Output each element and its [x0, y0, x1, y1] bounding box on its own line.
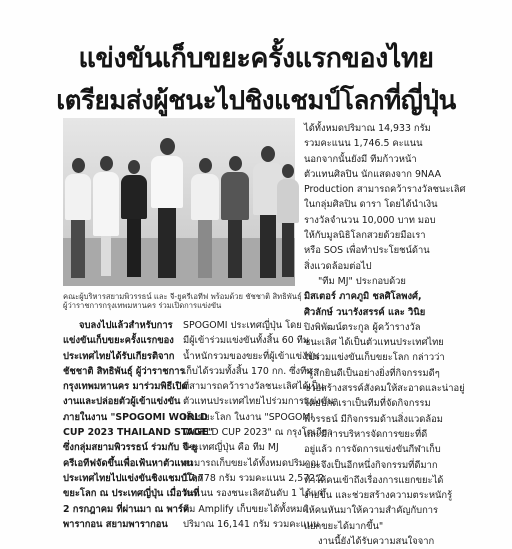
text-line: แยกขยะได้มากขึ้น": [304, 520, 384, 532]
headline-line-2: เตรียมส่งผู้ชนะไปชิงแชมป์โลกที่ญี่ปุ่น: [56, 86, 456, 116]
text-line: จบลงไปแล้วสำหรับการ: [79, 320, 173, 331]
text-line: 17,778 กรัม รวมคะแนน 2,572.2: [183, 472, 325, 484]
text-line: ทำให้คนเข้าถึงเรื่องการแยกขยะได้: [304, 474, 444, 486]
text-line: ปริมาณ 16,141 กรัม รวมคะแนน: [183, 518, 320, 530]
text-line: ซึ่งกลุ่มสยามพิวรรธน์ ร่วมกับ จี-ยู: [63, 442, 198, 454]
text-line: รางวัลจำนวน 10,000 บาท มอบ: [304, 214, 436, 226]
text-line: สามารถเก็บขยะได้ทั้งหมดปริมาณ: [183, 457, 320, 469]
text-line: น้ำหนักรวมของขยะที่ผู้เข้าแข่งขัน: [183, 350, 320, 362]
text-line: ภายในงาน "SPOGOMI WORLD: [63, 411, 208, 423]
text-line: ได้ทั้งหมดปริมาณ 14,933 กรัม: [304, 123, 431, 134]
text-line: มีผู้เข้าร่วมแข่งขันทั้งสิ้น 60 ทีม: [183, 335, 310, 347]
text-line: Production สามารถคว้ารางวัลชนะเลิศ: [304, 184, 466, 196]
text-line: "รู้สึกยินดีเป็นอย่างยิ่งที่กิจกรรมดีๆ: [304, 367, 440, 379]
text-line: แข่งขันเก็บขยะครั้งแรกของ: [63, 335, 174, 347]
headline-line-1: แข่งขันเก็บขยะครั้งแรกของไทย: [78, 43, 434, 74]
text-line: โดยปกติเราเป็นทีมที่จัดกิจกรรม: [304, 398, 431, 410]
text-line: SPOGOMI ประเทศญี่ปุ่น โดย: [183, 320, 302, 331]
text-line: งานนี้ยังได้รับความสนใจจาก: [318, 536, 435, 548]
text-line: และมีการบริหารจัดการขยะที่ดี: [304, 428, 428, 440]
event-photo: [63, 118, 295, 286]
text-line: ให้คนหันมาให้ความสำคัญกับการ: [304, 505, 439, 517]
text-line: เก็บขยะโลก ในงาน "SPOGOMI: [183, 411, 314, 423]
text-line: WORLD CUP 2023" ณ กรุงโตเกียว: [183, 427, 333, 439]
person-figure: [151, 138, 183, 282]
text-line: ตัวแทนประเทศไทยไปร่วมการแข่งขัน: [183, 396, 334, 408]
text-line: ชนะเลิศ ได้เป็นตัวแทนประเทศไทย: [304, 337, 444, 349]
text-line: คะแนน รองชนะเลิศอันดับ 1 ได้แก่: [183, 488, 323, 500]
text-line: นอกจากนั้นยังมี ทีมก้าวหน้า: [304, 153, 417, 165]
text-line: ช่วยสร้างสรรค์สังคมให้สะอาดและน่าอยู่: [304, 383, 465, 395]
person-figure: [277, 164, 299, 280]
person-figure: [93, 156, 119, 280]
photo-caption: [63, 292, 302, 310]
text-line: เก็บได้รวมทั้งสิ้น 170 กก. ซึ่งทีม: [183, 365, 313, 377]
text-line: ศิวลักษ์ วนารังสรรค์ และ วินิย: [304, 306, 426, 318]
text-line: รวมคะแนน 1,746.5 คะแนน: [304, 138, 423, 150]
text-line: CUP 2023 THAILAND STAGE": [63, 427, 213, 439]
text-line: ให้กับมูลนิธิโลกสวยด้วยมือเรา: [304, 230, 426, 242]
text-line: ไปร่วมแข่งขันเก็บขยะโลก กล่าวว่า: [304, 352, 445, 364]
text-line: มิสเตอร์ ภาคภูมิ ชลศิโลพงศ์,: [304, 291, 422, 303]
text-line: ขยะจึงเป็นอีกหนึ่งกิจกรรมที่ดีมาก: [304, 459, 438, 471]
article-column-right: [304, 121, 466, 549]
text-line: ประเทศไทยไปแข่งขันชิงแชมป์โลก: [63, 472, 204, 484]
text-line: ทีม Amplify เก็บขยะได้ทั้งหมด: [183, 503, 309, 515]
article-column-middle: [183, 318, 334, 532]
text-line: งานและปล่อยตัวผู้เข้าแข่งขัน: [63, 396, 181, 408]
person-figure: [65, 158, 91, 282]
article-column-left: [63, 318, 213, 532]
text-line: ประเทศญี่ปุ่น คือ ทีม MJ: [183, 442, 279, 454]
caption-line: ผู้ว่าราชการกรุงเทพมหานคร ร่วมเปิดการแข่งขัน: [63, 301, 222, 310]
person-figure: [221, 156, 249, 282]
text-line: ประเทศไทยได้รับเกียรติจาก: [63, 350, 175, 362]
text-line: อยู่แล้ว การจัดการแข่งขันกีฬาเก็บ: [304, 444, 441, 456]
caption-line: คณะผู้บริหารสยามพิวรรธน์ และ จี-ยูครีเอทีฟ พร้อมด้วย ชัชชาติ สิทธิพันธุ์: [63, 292, 302, 301]
text-line: พิวรรธน์ มีกิจกรรมด้านสิ่งแวดล้อม: [304, 413, 443, 425]
text-line: กรุงเทพมหานคร มาร่วมพิธีเปิด: [63, 381, 188, 393]
text-line: ในกลุ่มศิลปิน ดารา โดยได้นำเงิน: [304, 199, 438, 211]
text-line: ขยะโลก ณ ประเทศญี่ปุ่น เมื่อวันที่: [63, 488, 200, 500]
person-figure: [191, 158, 219, 282]
text-line: ง่ายขึ้น และช่วยสร้างความตระหนักรู้: [304, 490, 453, 502]
text-line: ตัวแทนศิลปิน นักแสดงจาก 9NAA: [304, 168, 442, 180]
text-line: ปิงพิพัฒน์ตระกูล ผู้คว้ารางวัล: [304, 321, 421, 333]
text-line: ครีเอทีฟจัดขึ้นเพื่อเฟ้นหาตัวแทน: [63, 457, 194, 469]
text-line: 2 กรกฎาคม ที่ผ่านมา ณ พาร์ค: [63, 503, 190, 515]
text-line: "ทีม MJ" ประกอบด้วย: [318, 275, 406, 287]
text-line: ที่สามารถคว้ารางวัลชนะเลิศได้เป็น: [183, 381, 325, 393]
text-line: สิ่งแวดล้อมต่อไป: [304, 260, 372, 272]
text-line: หรือ SOS เพื่อทำประโยชน์ด้าน: [304, 245, 430, 257]
person-figure: [121, 160, 147, 280]
text-line: พารากอน สยามพารากอน: [63, 518, 168, 530]
text-line: ชัชชาติ สิทธิพันธุ์ ผู้ว่าราชการ: [63, 365, 185, 377]
